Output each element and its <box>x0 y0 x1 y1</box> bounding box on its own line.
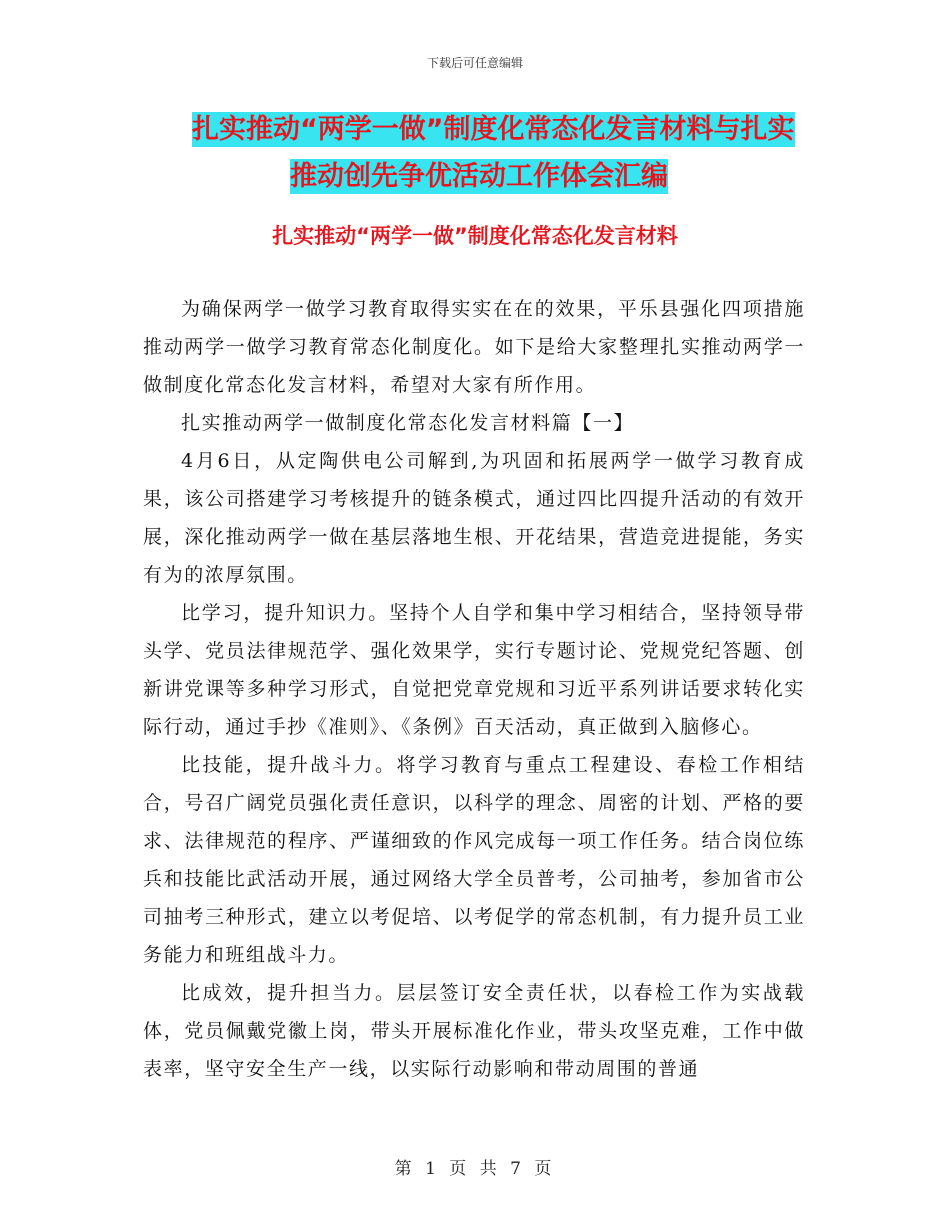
title-highlight: 推动创先争优活动工作体会汇编 <box>290 161 668 192</box>
body-paragraph: 为确保两学一做学习教育取得实实在在的效果，平乐县强化四项措施推动两学一做学习教育常态化制度化。如下是给大家整理扎实推动两学一做制度化常态化发言材料，希望对大家有所作用。 <box>143 298 805 396</box>
document-title <box>140 106 820 200</box>
title-highlight: 扎实推动“两学一做”制度化常态化发言材料与扎实 <box>192 114 795 145</box>
page-footer: 第 1 页 共 7 页 <box>394 1159 556 1179</box>
header-note: 下载后可任意编辑 <box>426 56 523 70</box>
section-title: 扎实推动“两学一做”制度化常态化发言材料 <box>272 224 678 248</box>
document-title-line-1 <box>140 106 820 153</box>
body-paragraph: 4月6日，从定陶供电公司解到,为巩固和拓展两学一做学习教育成果，该公司搭建学习考核提升的链条模式，通过四比四提升活动的有效开展，深化推动两学一做在基层落地生根、开花结果，营造竞进提能，务实有为的浓厚氛围。 <box>143 450 805 586</box>
body-paragraph: 比成效，提升担当力。层层签订安全责任状，以春检工作为实战载体，党员佩戴党徽上岗，带头开展标准化作业，带头攻坚克难，工作中做表率，坚守安全生产一线，以实际行动影响和带动周围的普通 <box>143 982 805 1080</box>
document-body <box>143 290 805 1088</box>
document-title-line-2 <box>140 153 820 200</box>
body-paragraph: 比学习，提升知识力。坚持个人自学和集中学习相结合，坚持领导带头学、党员法律规范学、强化效果学，实行专题讨论、党规党纪答题、创新讲党课等多种学习形式，自觉把党章党规和习近平系列讲话要求转化实际行动，通过手抄《准则》、《条例》百天活动，真正做到入脑修心。 <box>143 602 805 738</box>
body-paragraph: 扎实推动两学一做制度化常态化发言材料篇【一】 <box>181 412 635 434</box>
body-paragraph: 比技能，提升战斗力。将学习教育与重点工程建设、春检工作相结合，号召广阔党员强化责任意识，以科学的理念、周密的计划、严格的要求、法律规范的程序、严谨细致的作风完成每一项工作任务。结合岗位练兵和技能比武活动开展，通过网络大学全员普考，公司抽考，参加省市公司抽考三种形式，建立以考促培、以考促学的常态机制，有力提升员工业务能力和班组战斗力。 <box>143 754 805 966</box>
